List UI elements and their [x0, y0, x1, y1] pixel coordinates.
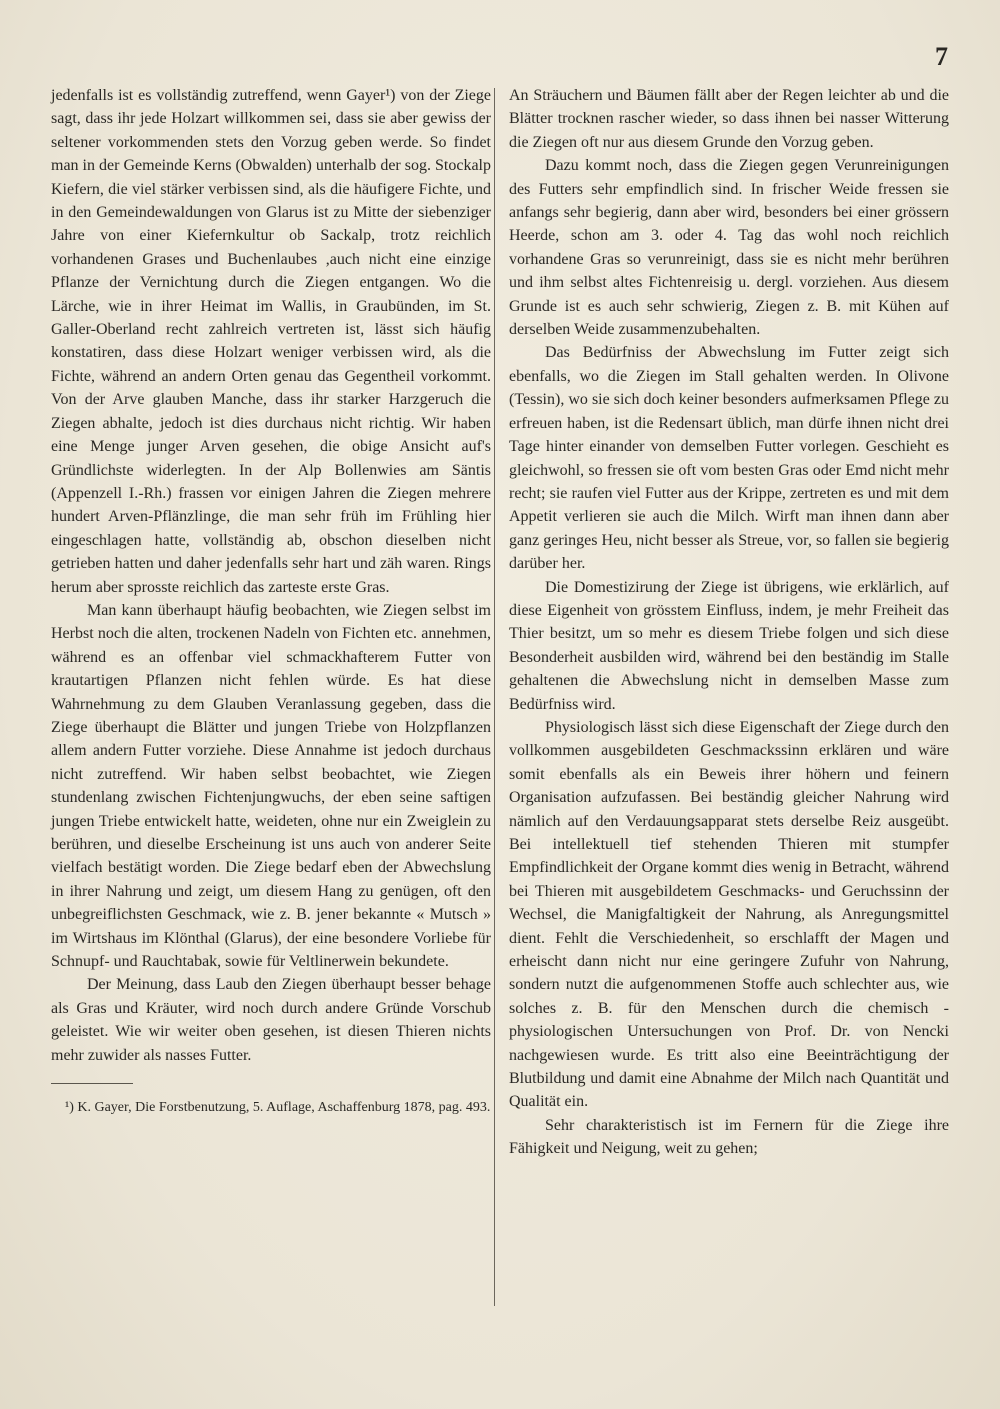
left-paragraph-1: jedenfalls ist es vollständig zutreffend, wenn Gayer¹) von der Ziege sagt, dass ihr jede Holzart willkommen sei, dass sie aber gewiss der seltener vorkommenden stets den Vorzug geben werde. So findet man in der Gemeinde Kerns (Obwalden) unterhalb der sog. Stockalp Kiefern, die viel stärker verbissen sind, als die häufigere Fichte, und in den Gemeindewaldungen von Glarus ist zu Mitte der siebenziger Jahre von einer Kiefernkultur ob Sackalp, trotz reichlich vorhandenen Grases und Buchenlaubes ,auch nicht eine einzige Pflanze der Vernichtung durch die Ziegen entgangen. Wo die Lärche, wie in ihrer Heimat im Wallis, in Graubünden, im St. Galler-Oberland recht zahlreich vertreten ist, lässt sich häufig konstatiren, dass diese Holzart weniger verbissen wird, als die Fichte, während an andern Orten genau das Gegentheil vorkommt. Von der Arve glauben Manche, dass ihr starker Harzgeruch die Ziegen abhalte, jedoch ist dies durchaus nicht richtig. Wir haben eine Menge junger Arven gesehen, die obige Ansicht auf's Gründlichste widerlegten. In der Alp Bollenwies am Säntis (Appenzell I.-Rh.) frassen vor einigen Jahren die Ziegen mehrere hundert Arven-Pflänzlinge, die man sehr früh im Frühling hier eingeschlagen hatte, vollständig ab, obschon dieselben nicht getrieben hatten und daher jedenfalls sehr hart und zäh waren. Rings herum aber sprosste reichlich das zarteste erste Gras. [51, 87, 491, 596]
left-column [51, 84, 491, 1118]
page-number: 7 [935, 42, 948, 71]
left-paragraph-3: Der Meinung, dass Laub den Ziegen überhaupt besser behage als Gras und Kräuter, wird noch durch andere Gründe Vorschub geleistet. Wie wir weiter oben gesehen, ist diesen Thieren nichts mehr zuwider als nasses Futter. [51, 976, 491, 1064]
right-paragraph-2: Dazu kommt noch, dass die Ziegen gegen Verunreinigungen des Futters sehr empfindlich sind. In frischer Weide fressen sie anfangs sehr begierig, dann aber wird, besonders bei einer grössern Heerde, schon am 3. oder 4. Tag das wohl noch reichlich vorhandene Gras so verunreinigt, dass sie es nicht mehr berühren und ihm selbst altes Fichtenreisig u. dergl. vorziehen. Aus diesem Grunde ist es auch sehr schwierig, Ziegen z. B. mit Kühen auf derselben Weide zusammenzubehalten. [509, 157, 949, 339]
left-paragraph-2: Man kann überhaupt häufig beobachten, wie Ziegen selbst im Herbst noch die alten, trockenen Nadeln von Fichten etc. annehmen, während es an offenbar viel schmackhafterem Futter von krautartigen Pflanzen nicht fehlen würde. Es hat diese Wahrnehmung zu dem Glauben Veranlassung gegeben, dass die Ziege überhaupt die Blätter und jungen Triebe von Holzpflanzen allem andern Futter vorziehe. Diese Annahme ist jedoch durchaus nicht zutreffend. Wir haben selbst beobachtet, wie Ziegen stundenlang zwischen Fichtenjungwuchs, der eben seine saftigen jungen Triebe entwickelt hatte, weideten, ohne nur ein Zweiglein zu berühren, und dieselbe Erscheinung ist uns auch von anderer Seite vielfach bestätigt worden. Die Ziege bedarf eben der Abwechslung in ihrer Nahrung und zeigt, um diesem Hang zu genügen, oft den unbegreiflichsten Geschmack, wie z. B. jener bekannte « Mutsch » im Wirtshaus im Klönthal (Glarus), der eine besondere Vorliebe für Schnupf- und Rauchtabak, sowie für Veltlinerwein bekundete. [51, 601, 491, 971]
right-paragraph-4: Die Domestizirung der Ziege ist übrigens, wie erklärlich, auf diese Eigenheit von grösstem Einfluss, indem, je mehr Freiheit das Thier besitzt, um so mehr es diesem Triebe folgen und sich diese Besonderheit ausbilden wird, während bei den beständig im Stalle gehaltenen die Abwechslung nicht in demselben Masse zum Bedürfniss wird. [509, 578, 949, 713]
right-paragraph-1: An Sträuchern und Bäumen fällt aber der Regen leichter ab und die Blätter trocknen rascher wieder, so dass ihnen bei nasser Witterung die Ziegen oft nur aus diesem Grunde den Vorzug geben. [509, 87, 949, 151]
footnote-divider [51, 1083, 133, 1084]
column-divider [494, 88, 495, 1306]
right-paragraph-5: Physiologisch lässt sich diese Eigenschaft der Ziege durch den vollkommen ausgebildeten Geschmackssinn erklären und wäre somit ebenfalls als ein Beweis ihrer höhern und feinern Organisation aufzufassen. Bei beständig gleicher Nahrung wird nämlich auf den Verdauungsapparat stets derselbe Reiz ausgeübt. Bei intellektuell tief stehenden Thieren mit stumpfer Empfindlichkeit der Organe kommt dies wenig in Betracht, während bei Thieren mit ausgebildetem Geschmacks- und Geruchssinn der Wechsel, die Manigfaltigkeit der Nahrung, als Anregungsmittel dient. Fehlt die Verschiedenheit, so erschlafft der Magen und erheischt dann nicht nur eine geringere Zufuhr von Nahrung, sondern nutzt die aufgenommenen Stoffe auch schlechter aus, wie solches z. B. für den Menschen durch die chemisch - physiologischen Untersuchungen von Prof. Dr. von Nencki nachgewiesen wurde. Es tritt also eine Beeinträchtigung der Blutbildung und damit eine Abnahme der Milch nach Quantität und Qualität ein. [509, 718, 949, 1111]
right-paragraph-6: Sehr charakteristisch ist im Fernern für die Ziege ihre Fähigkeit und Neigung, weit zu gehen; [509, 1116, 949, 1158]
footnote: ¹) K. Gayer, Die Forstbenutzung, 5. Auflage, Aschaffenburg 1878, pag. 493. [65, 1100, 491, 1116]
right-paragraph-3: Das Bedürfniss der Abwechslung im Futter zeigt sich ebenfalls, wo die Ziegen im Stall gehalten werden. In Olivone (Tessin), wo sie sich doch keiner besonders aufmerksamen Pflege zu erfreuen haben, ist die Redensart üblich, man dürfe ihnen nicht drei Tage hinter einander von demselben Futter vorlegen. Geschieht es gleichwohl, so fressen sie oft vom besten Gras oder Emd nicht mehr recht; sie raufen viel Futter aus der Krippe, zertreten es und mit dem Appetit verlieren sie auch die Milch. Wirft man ihnen dann aber ganz geringes Heu, nicht besser als Streue, vor, so fallen sie begierig darüber her. [509, 344, 949, 573]
right-column [509, 84, 949, 1161]
